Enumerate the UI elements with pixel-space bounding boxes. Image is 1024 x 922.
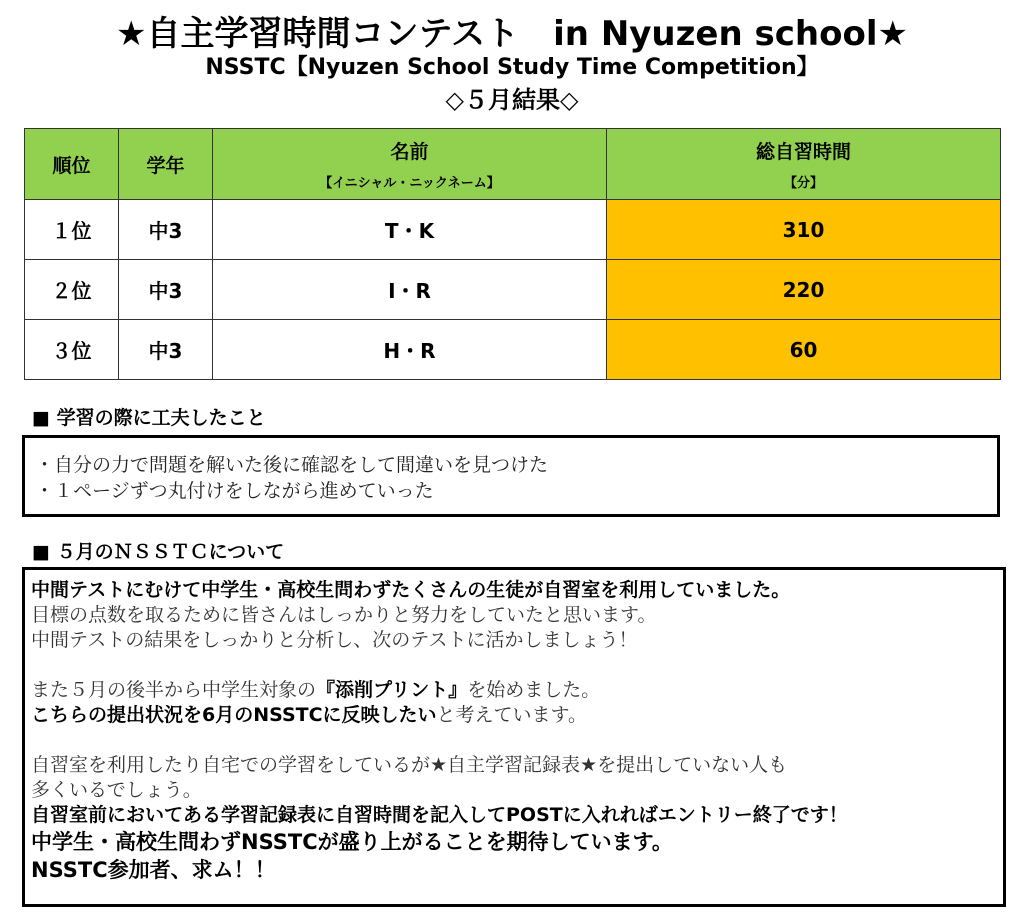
ranking-table — [24, 128, 1001, 380]
page-subtitle: NSSTC【Nyuzen School Study Time Competition】 — [205, 55, 819, 80]
about-text: 多くいるでしょう。 — [31, 779, 202, 801]
col-rank-header: 順位 — [25, 129, 119, 200]
about-text-part: こちらの提出状況を6月のNSSTCに反映したい — [31, 704, 437, 726]
about-text-part: を始めました。 — [467, 679, 601, 701]
about-text-part: また５月の後半から中学生対象の — [31, 679, 317, 701]
time-cell: 310 — [607, 200, 1001, 260]
about-text: 自習室前においてある学習記録表に自習時間を記入してPOSTに入れればエントリー終了です！ — [31, 804, 848, 826]
about-text: 目標の点数を取るために皆さんはしっかりと努力をしていたと思います。 — [31, 604, 657, 626]
table-header-row — [25, 129, 1001, 200]
about-text-part: と考えています。 — [436, 704, 588, 726]
about-text: 中間テストにむけて中学生・高校生問わずたくさんの生徒が自習室を利用していました。 — [31, 579, 791, 601]
col-name-header — [213, 129, 607, 200]
name-cell: H・R — [213, 320, 607, 380]
col-grade-header: 学年 — [119, 129, 213, 200]
rank-cell: ２位 — [25, 260, 119, 320]
about-text: 中間テストの結果をしっかりと分析し、次のテストに活かしましょう！ — [31, 629, 638, 651]
col-time-label: 総自習時間 — [755, 141, 851, 163]
about-text — [31, 678, 1003, 703]
about-text: NSSTC参加者、求ム！！ — [31, 858, 276, 882]
grade-cell: 中3 — [119, 320, 213, 380]
tips-heading: ■ 学習の際に工夫したこと — [32, 407, 266, 429]
tips-box — [22, 435, 1000, 517]
about-box — [22, 567, 1006, 907]
rank-cell: ３位 — [25, 320, 119, 380]
about-heading: ■ ５月のＮＳＳＴＣについて — [32, 541, 285, 563]
table-row — [25, 320, 1001, 380]
name-cell: I・R — [213, 260, 607, 320]
col-time-unit: 【分】 — [783, 176, 823, 191]
col-name-note: 【イニシャル・ニックネーム】 — [319, 176, 500, 191]
tip-item: ・１ページずつ丸付けをしながら進めていった — [35, 480, 434, 502]
table-row — [25, 260, 1001, 320]
rank-cell: １位 — [25, 200, 119, 260]
grade-cell: 中3 — [119, 260, 213, 320]
about-text: 中学生・高校生問わずNSSTCが盛り上がることを期待しています。 — [31, 830, 673, 854]
grade-cell: 中3 — [119, 200, 213, 260]
name-cell: T・K — [213, 200, 607, 260]
col-name-label: 名前 — [390, 141, 429, 163]
page-title: ★自主学習時間コンテスト in Nyuzen school★ — [116, 14, 908, 54]
time-cell: 60 — [607, 320, 1001, 380]
about-text-part: 『添削プリント』 — [316, 679, 468, 701]
col-time-header — [607, 129, 1001, 200]
tip-item: ・自分の力で問題を解いた後に確認をして間違いを見つけた — [35, 454, 549, 476]
time-cell: 220 — [607, 260, 1001, 320]
month-result-heading: ◇５月結果◇ — [445, 86, 579, 114]
table-row — [25, 200, 1001, 260]
about-text — [31, 703, 1003, 728]
about-text: 自習室を利用したり自宅での学習をしているが★自主学習記録表★を提出していない人も — [31, 754, 788, 776]
